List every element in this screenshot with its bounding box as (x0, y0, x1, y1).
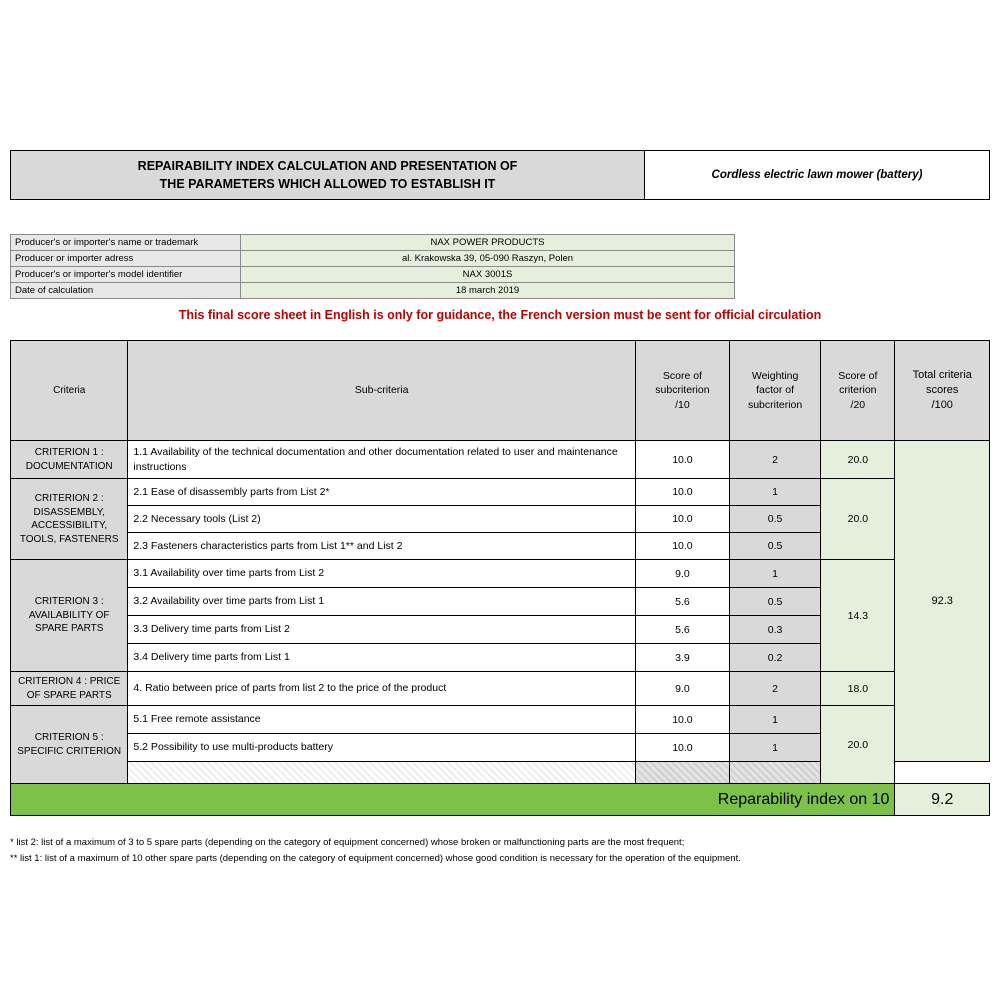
table-row (11, 672, 990, 706)
subcriterion-3-4-weight: 0.2 (729, 644, 820, 672)
info-label-producer-address: Producer or importer adress (11, 251, 241, 267)
subcriterion-2-1-label: 2.1 Ease of disassembly parts from List 2* (128, 479, 635, 506)
header-score-crit-line-3: /20 (850, 398, 866, 411)
info-value-producer-address: al. Krakowska 39, 05-090 Raszyn, Polen (241, 251, 735, 267)
filler-subcriteria-cell (128, 762, 635, 784)
criterion-2-score: 20.0 (821, 479, 895, 560)
header-score-of-criterion (821, 341, 895, 441)
criterion-1-name-line-2: DOCUMENTATION (25, 460, 113, 472)
header-score-crit-line-2: criterion (839, 384, 877, 397)
subcriterion-3-2-score: 5.6 (635, 588, 729, 616)
info-label-date-of-calculation: Date of calculation (11, 283, 241, 299)
table-header-row (11, 341, 990, 441)
subcriterion-5-1-label: 5.1 Free remote assistance (128, 706, 635, 734)
subcriterion-4-score: 9.0 (635, 672, 729, 706)
subcriterion-1-1-label: 1.1 Availability of the technical documentation and other documentation related to user and maintenance instructions (128, 441, 635, 479)
header-score-sub-line-3: /10 (675, 398, 690, 411)
table-row (11, 251, 735, 267)
subcriterion-5-2-score: 10.0 (635, 734, 729, 762)
subcriterion-1-1-score: 10.0 (635, 441, 729, 479)
subcriterion-3-2-label: 3.2 Availability over time parts from List 1 (128, 588, 635, 616)
document-title-line-2: THE PARAMETERS WHICH ALLOWED TO ESTABLISH IT (159, 177, 496, 191)
filler-score-cell (635, 762, 729, 784)
subcriterion-3-1-weight: 1 (729, 560, 820, 588)
criterion-5-score: 20.0 (821, 706, 895, 784)
subcriterion-3-1-score: 9.0 (635, 560, 729, 588)
criterion-3-name (11, 560, 128, 672)
header-weight-line-2: factor of (756, 384, 795, 397)
footnotes (10, 835, 990, 866)
producer-info-table (10, 234, 735, 299)
criterion-3-name-line-1: CRITERION 3 : (34, 596, 104, 608)
scoring-table (10, 340, 990, 816)
header-total-line-2: scores (926, 384, 959, 397)
table-row (11, 706, 990, 734)
criterion-1-score: 20.0 (821, 441, 895, 479)
header-total-line-1: Total criteria (912, 369, 972, 382)
subcriterion-2-3-score: 10.0 (635, 533, 729, 560)
header-subcriteria: Sub-criteria (128, 341, 635, 441)
table-row (11, 267, 735, 283)
subcriterion-5-2-weight: 1 (729, 734, 820, 762)
header-score-sub-line-2: subcriterion (655, 384, 710, 397)
document-title-line-1: REPAIRABILITY INDEX CALCULATION AND PRESENTATION OF (137, 158, 518, 173)
table-row (11, 235, 735, 251)
criterion-2-name-line-4: TOOLS, FASTENERS (19, 533, 119, 545)
criterion-5-name-line-1: CRITERION 5 : (34, 732, 104, 743)
subcriterion-2-3-label: 2.3 Fasteners characteristics parts from List 1** and List 2 (128, 533, 635, 560)
reparability-index-row (11, 784, 990, 816)
criterion-5-name-line-2: SPECIFIC CRITERION (17, 745, 122, 757)
subcriterion-3-3-label: 3.3 Delivery time parts from List 2 (128, 616, 635, 644)
criterion-2-name-line-2: DISASSEMBLY, (33, 506, 105, 518)
criterion-4-name-line-2: OF SPARE PARTS (26, 689, 112, 701)
subcriterion-4-weight: 2 (729, 672, 820, 706)
table-row (11, 479, 990, 506)
subcriterion-1-1-weight: 2 (729, 441, 820, 479)
header-score-crit-line-1: Score of (838, 370, 878, 383)
criterion-2-name-line-1: CRITERION 2 : (34, 493, 104, 504)
header-score-sub-line-1: Score of (662, 370, 702, 383)
criterion-4-name-line-1: CRITERION 4 : PRICE (18, 676, 121, 687)
subcriterion-2-1-weight: 1 (729, 479, 820, 506)
criterion-4-score: 18.0 (821, 672, 895, 706)
header-score-of-subcriterion (635, 341, 729, 441)
criterion-2-name-line-3: ACCESSIBILITY, (31, 520, 108, 531)
criterion-5-name (11, 706, 128, 784)
subcriterion-2-3-weight: 0.5 (729, 533, 820, 560)
info-value-date-of-calculation: 18 march 2019 (241, 283, 735, 299)
subcriterion-2-2-weight: 0.5 (729, 506, 820, 533)
info-value-model-identifier: NAX 3001S (241, 267, 735, 283)
table-row (11, 441, 990, 479)
criterion-3-name-line-2: AVAILABILITY OF (28, 609, 110, 621)
criterion-1-name (11, 441, 128, 479)
subcriterion-2-1-score: 10.0 (635, 479, 729, 506)
info-label-producer-name: Producer's or importer's name or trademark (11, 235, 241, 251)
product-category: Cordless electric lawn mower (battery) (645, 150, 990, 200)
subcriterion-3-4-label: 3.4 Delivery time parts from List 1 (128, 644, 635, 672)
subcriterion-2-2-label: 2.2 Necessary tools (List 2) (128, 506, 635, 533)
header-weight-line-1: Weighting (751, 370, 799, 383)
table-row (11, 283, 735, 299)
footnote-list-1: ** list 1: list of a maximum of 10 other spare parts (depending on the category of equipment concerned) whose good condition is necessary for the operation of the equipment. (10, 852, 741, 864)
subcriterion-3-3-weight: 0.3 (729, 616, 820, 644)
subcriterion-5-2-label: 5.2 Possibility to use multi-products battery (128, 734, 635, 762)
table-row (11, 560, 990, 588)
criterion-3-score: 14.3 (821, 560, 895, 672)
info-value-producer-name: NAX POWER PRODUCTS (241, 235, 735, 251)
total-criteria-score: 92.3 (895, 441, 990, 762)
info-label-model-identifier: Producer's or importer's model identifier (11, 267, 241, 283)
header-total-criteria-scores (895, 341, 990, 441)
subcriterion-2-2-score: 10.0 (635, 506, 729, 533)
subcriterion-5-1-weight: 1 (729, 706, 820, 734)
reparability-index-value: 9.2 (895, 784, 990, 816)
header-weighting-factor (729, 341, 820, 441)
subcriterion-5-1-score: 10.0 (635, 706, 729, 734)
subcriterion-3-2-weight: 0.5 (729, 588, 820, 616)
filler-weight-cell (729, 762, 820, 784)
subcriterion-4-label: 4. Ratio between price of parts from list 2 to the price of the product (128, 672, 635, 706)
title-block (10, 150, 990, 200)
criterion-3-name-line-3: SPARE PARTS (35, 623, 104, 635)
guidance-note: This final score sheet in English is only for guidance, the French version must be sent for official circulation (178, 308, 822, 322)
header-total-line-3: /100 (931, 398, 953, 411)
subcriterion-3-3-score: 5.6 (635, 616, 729, 644)
subcriterion-3-1-label: 3.1 Availability over time parts from List 2 (128, 560, 635, 588)
criterion-4-name (11, 672, 128, 706)
reparability-index-label: Reparability index on 10 (11, 784, 895, 816)
footnote-list-2: * list 2: list of a maximum of 3 to 5 spare parts (depending on the category of equipment concerned) whose broken or malfunctioning parts are the most frequent; (10, 837, 685, 848)
document-title (10, 150, 645, 200)
criterion-2-name (11, 479, 128, 560)
criterion-1-name-line-1: CRITERION 1 : (34, 447, 104, 458)
header-weight-line-3: subcriterion (747, 398, 803, 411)
subcriterion-3-4-score: 3.9 (635, 644, 729, 672)
header-criteria: Criteria (11, 341, 128, 441)
